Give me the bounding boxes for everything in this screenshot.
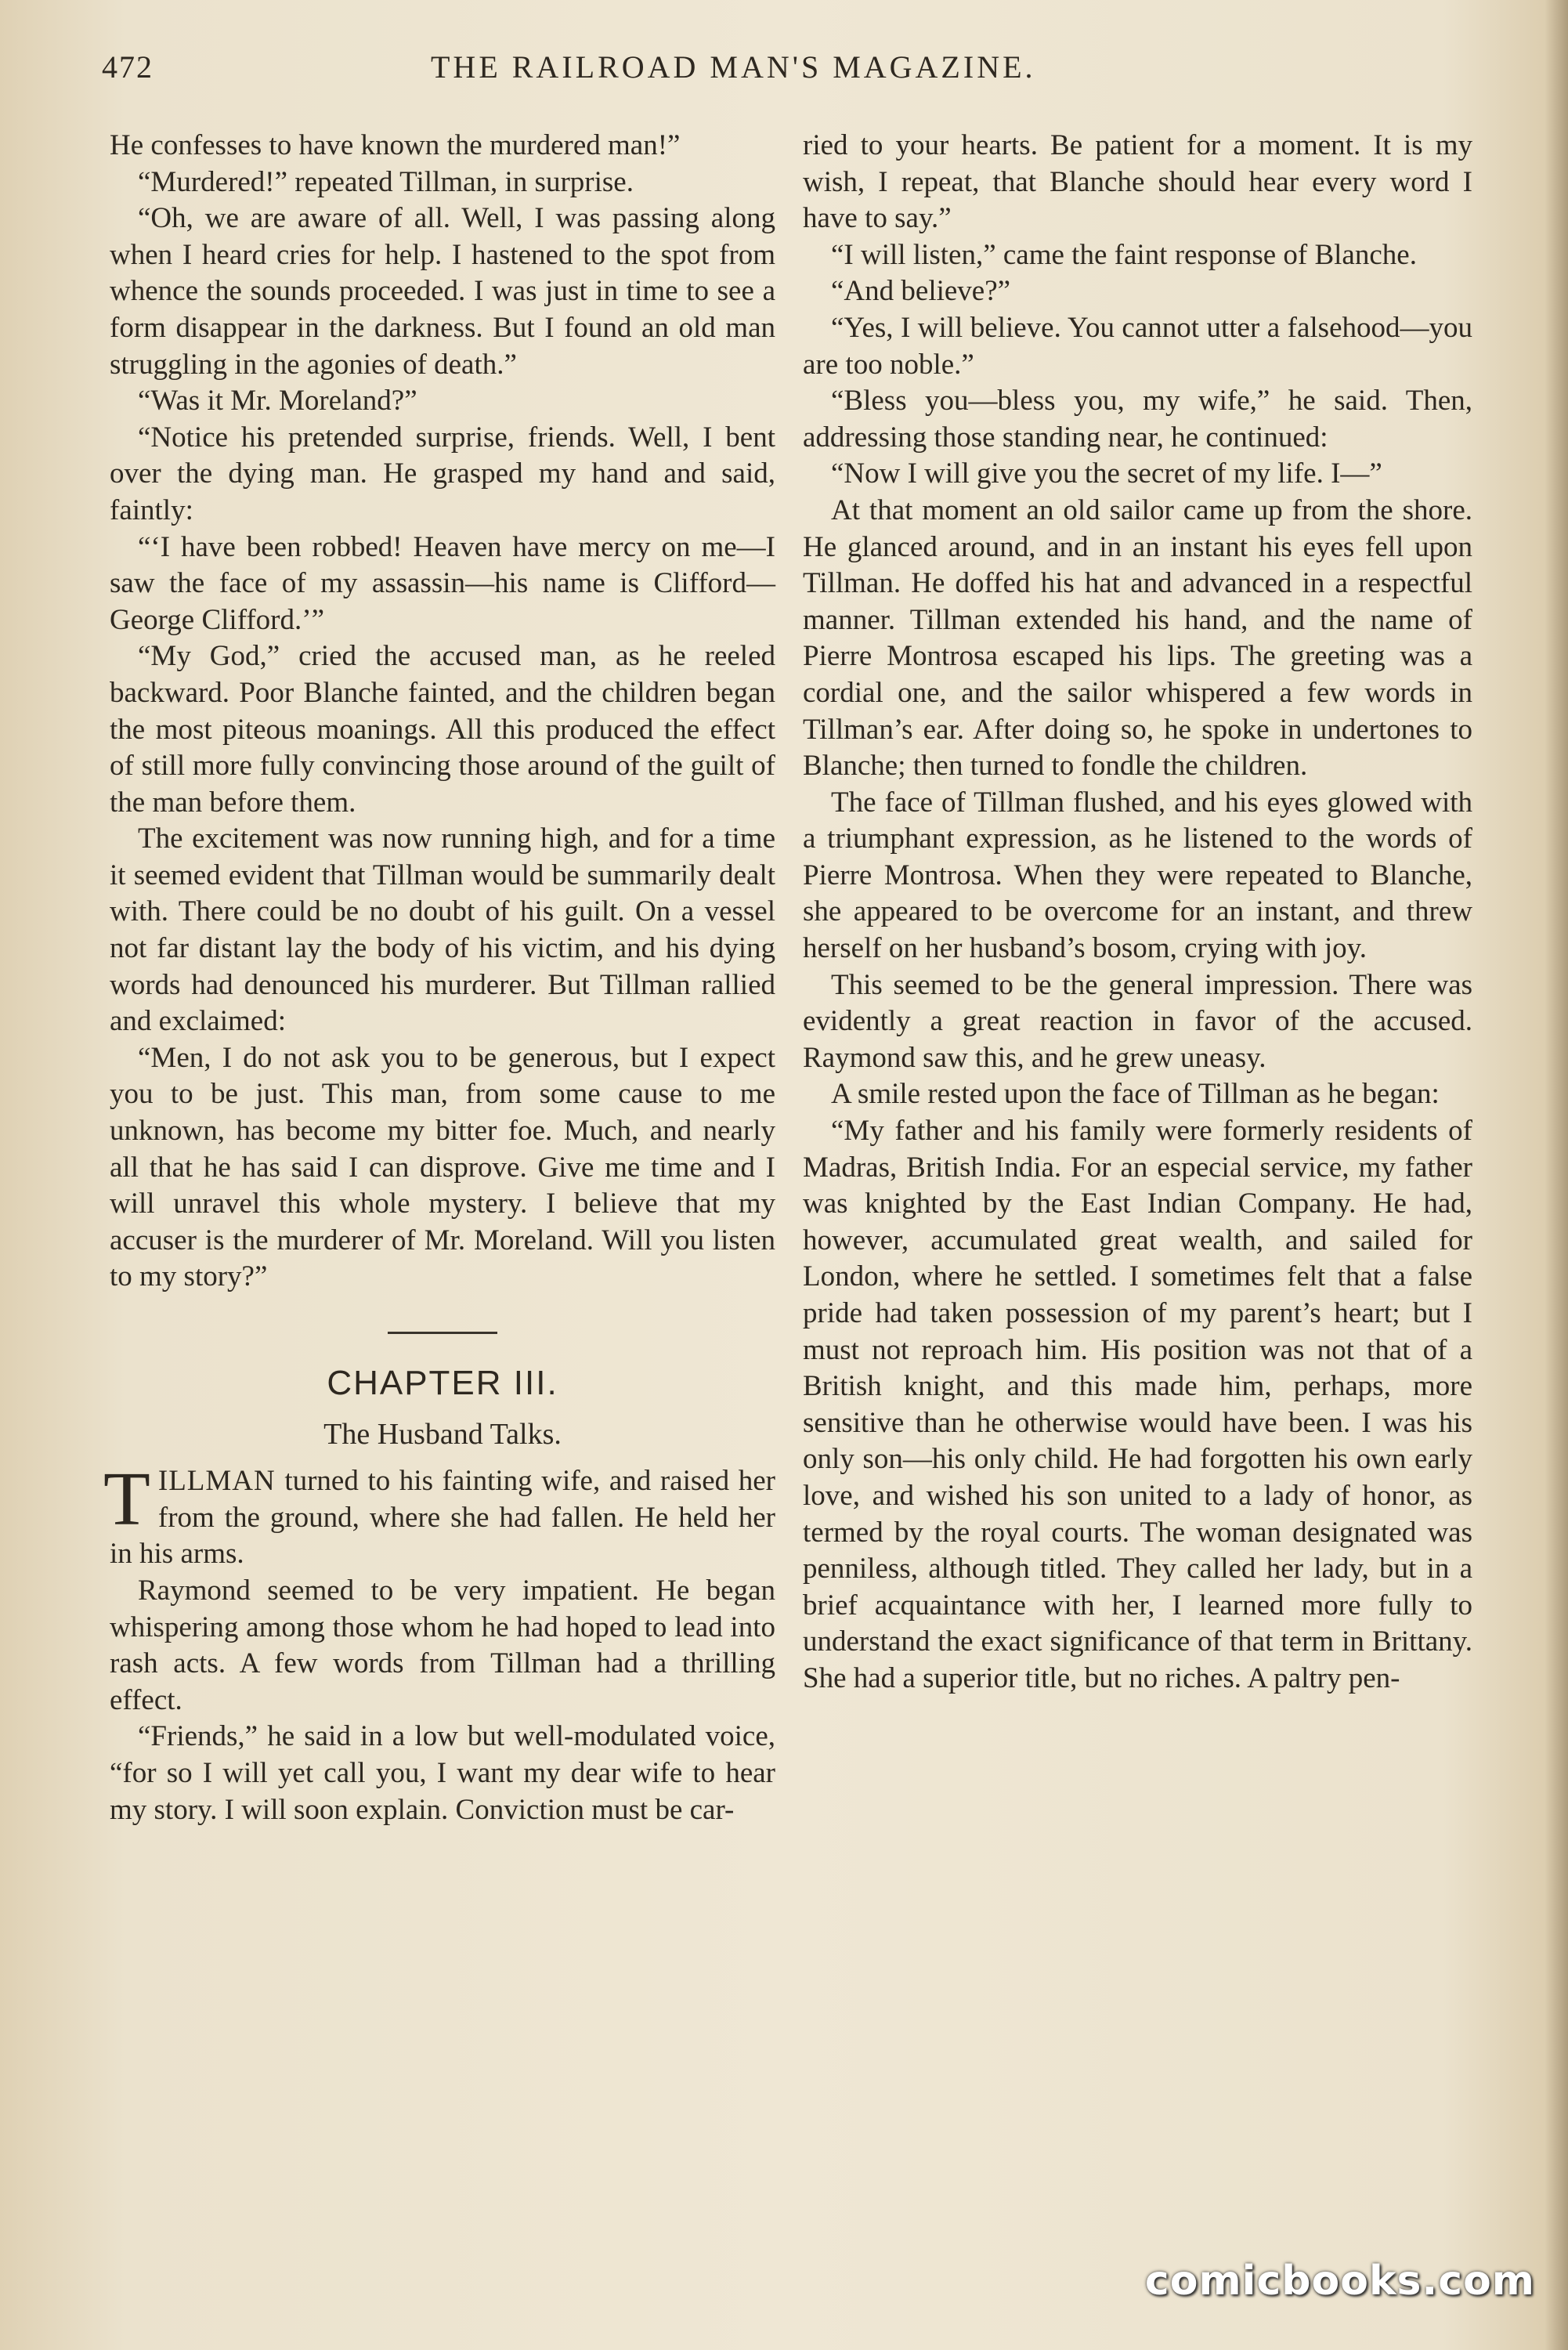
paragraph: “I will listen,” came the faint response of Blanche. (831, 238, 1417, 271)
paragraph: Raymond seemed to be very impatient. He began whispering among those whom he had hoped to lead into rash acts. A few words from Tillman had a thrilling effect. (110, 1574, 775, 1716)
paragraph: “Murdered!” repeated Tillman, in surprise. (138, 165, 634, 198)
paragraph: “Now I will give you the secret of my life. I—” (831, 457, 1382, 490)
paragraph: “‘I have been robbed! Heaven have mercy on me—I saw the face of my assassin—his name is Clifford—George Clifford.’” (110, 530, 775, 636)
section-divider (388, 1332, 497, 1334)
left-column (103, 128, 775, 1828)
chapter-opening-paragraph (103, 1457, 775, 1573)
page-number: 472 (102, 49, 154, 85)
paragraph: “Friends,” he said in a low but well-modulated voice, “for so I will yet call you, I want my dear wife to hear my story. I will soon explain. Conviction must be car- (110, 1720, 775, 1826)
paragraph: “My father and his family were formerly residents of Madras, British India. For an especial service, my father was knighted by the East Indian Company. He had, however, accumulated great wealth, and sailed for London, where he settled. I sometimes felt that a false pride had taken possession of my parent’s heart; but I must not reproach him. His position was not that of a British knight, and this made him, perhaps, more sensitive than he otherwise would have been. I was his only son—his only child. He had forgotten his own early love, and wished his son united to a lady of honor, as termed by the royal courts. The woman designated was penniless, although titled. They called her lady, but in a brief acquaintance with her, I learned more fully to understand the exact significance of that term in Brittany. She had a superior title, but no riches. A paltry pen- (803, 1115, 1472, 1694)
chapter-subtitle: The Husband Talks. (323, 1417, 562, 1451)
opening-word: ILLMAN (157, 1465, 276, 1498)
paragraph: “Was it Mr. Moreland?” (138, 385, 417, 418)
paragraph: “And believe?” (831, 275, 1011, 308)
drop-cap: T (103, 1457, 150, 1542)
paragraph: “Notice his pretended surprise, friends. Well, I bent over the dying man. He grasped my hand and said, faintly: (110, 421, 775, 526)
paragraph: This seemed to be the general impression. There was evidently a great reaction in favor of the accused. Raymond saw this, and he grew uneasy. (803, 968, 1472, 1074)
page-header (102, 49, 1465, 96)
paragraph: ried to your hearts. Be patient for a moment. It is my wish, I repeat, that Blanche should hear every word I have to say.” (803, 129, 1472, 235)
paragraph: “Yes, I will believe. You cannot utter a falsehood—you are too noble.” (803, 311, 1472, 381)
opening-text: turned to his fainting wife, and raised her from the ground, where she had fallen. He held her in his arms. (110, 1465, 775, 1571)
paragraph: The face of Tillman flushed, and his eyes glowed with a triumphant expression, as he listened to the words of Pierre Montrosa. When they were repeated to Blanche, she appeared to be overcome for an instant, and threw herself on her husband’s bosom, crying with joy. (803, 786, 1472, 965)
paragraph: “My God,” cried the accused man, as he reeled backward. Poor Blanche fainted, and the children began the most piteous moanings. All this produced the effect of still more fully convincing those around of the guilt of the man before them. (110, 640, 775, 819)
chapter-heading: CHAPTER III. (327, 1364, 558, 1402)
paragraph: At that moment an old sailor came up from the shore. He glanced around, and in an instant his eyes fell upon Tillman. He doffed his hat and advanced in a respectful manner. Tillman extended his hand, and the name of Pierre Montrosa escaped his lips. The greeting was a cordial one, and the sailor whispered a few words in Tillman’s ear. After doing so, he spoke in undertones to Blanche; then turned to fondle the children. (803, 494, 1472, 783)
paragraph: He confesses to have known the murdered man!” (110, 129, 681, 161)
paragraph: “Oh, we are aware of all. Well, I was passing along when I heard cries for help. I hastened to the spot from whence the sounds proceeded. I was just in time to see a form disappear in the darkness. But I found an old man struggling in the agonies of death.” (110, 202, 775, 381)
magazine-title: THE RAILROAD MAN'S MAGAZINE. (431, 49, 1036, 85)
paragraph: A smile rested upon the face of Tillman as he began: (831, 1078, 1440, 1111)
paragraph: The excitement was now running high, and for a time it seemed evident that Tillman would be summarily dealt with. There could be no doubt of his guilt. On a vessel not far distant lay the body of his victim, and his dying words had denounced his murderer. But Tillman rallied and exclaimed: (110, 822, 775, 1038)
paragraph: “Bless you—bless you, my wife,” he said. Then, addressing those standing near, he continued: (803, 385, 1472, 454)
right-column (803, 128, 1472, 1697)
paragraph: “Men, I do not ask you to be generous, but I expect you to be just. This man, from some cause to me unknown, has become my bitter foe. Much, and nearly all that he has said I can disprove. Give me time and I will unravel this whole mystery. I believe that my accuser is the murderer of Mr. Moreland. Will you listen to my story?” (110, 1041, 775, 1293)
page-edge-shadow (1545, 0, 1568, 2350)
watermark-logo: comicbooks.com (1144, 2258, 1535, 2305)
